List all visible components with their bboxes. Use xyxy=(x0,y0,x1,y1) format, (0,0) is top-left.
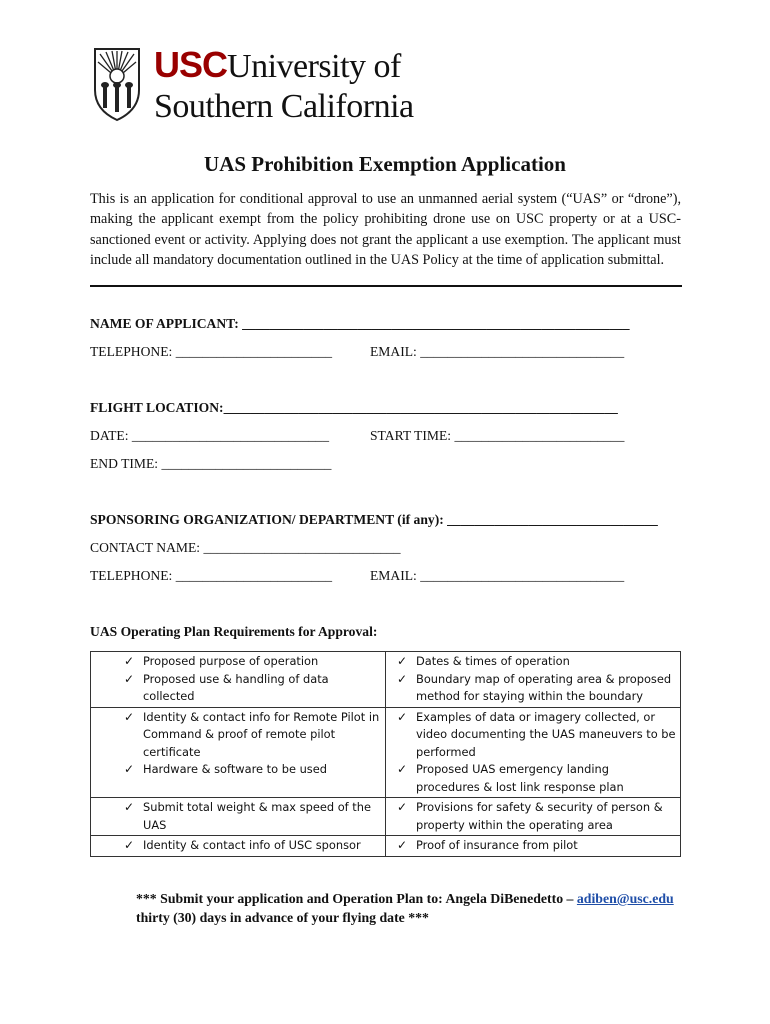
checkmark-icon: ✓ xyxy=(123,654,134,668)
checkmark-icon: ✓ xyxy=(123,671,134,686)
name-of-applicant-field[interactable]: NAME OF APPLICANT: _________________________________________________________ xyxy=(90,316,630,331)
logo-wordmark xyxy=(154,44,414,125)
logo-usc-text: USC xyxy=(154,44,228,85)
checkmark-icon: ✓ xyxy=(396,762,407,776)
requirement-text: Provisions for safety & security of person & property within the operating area xyxy=(416,800,663,832)
list-item xyxy=(91,653,381,671)
list-item xyxy=(386,709,676,762)
contact-email-link[interactable]: adiben@usc.edu xyxy=(576,891,674,906)
requirement-text: Examples of data or imagery collected, or video documenting the UAS maneuvers to be performed xyxy=(416,709,676,759)
requirement-text: Proof of insurance from pilot xyxy=(416,838,578,852)
checkmark-icon: ✓ xyxy=(396,800,407,814)
checkmark-icon: ✓ xyxy=(396,671,407,686)
table-cell xyxy=(91,798,386,836)
requirement-text: Dates & times of operation xyxy=(416,654,570,668)
table-cell xyxy=(91,836,386,857)
telephone-field[interactable]: TELEPHONE: _______________________ xyxy=(90,344,333,359)
submission-note-line2: thirty (30) days in advance of your flying date *** xyxy=(136,910,429,925)
table-row xyxy=(91,836,681,857)
checkmark-icon: ✓ xyxy=(396,838,407,852)
table-row xyxy=(91,707,681,798)
date-field[interactable]: DATE: _____________________________ xyxy=(90,428,330,443)
page-title: UAS Prohibition Exemption Application xyxy=(204,152,566,176)
list-item xyxy=(91,837,381,855)
requirement-text: Proposed use & handling of data collected xyxy=(143,671,329,703)
checkmark-icon: ✓ xyxy=(123,762,134,776)
end-time-field[interactable]: END TIME: _________________________ xyxy=(90,456,332,471)
table-cell xyxy=(91,652,386,708)
requirement-text: Hardware & software to be used xyxy=(143,762,327,776)
list-item xyxy=(386,653,676,671)
flight-location-field[interactable]: FLIGHT LOCATION:__________________________________________________________ xyxy=(90,400,618,415)
checkmark-icon: ✓ xyxy=(123,709,134,724)
sponsor-telephone-field[interactable]: TELEPHONE: _______________________ xyxy=(90,568,333,583)
sponsoring-organization-field[interactable]: SPONSORING ORGANIZATION/ DEPARTMENT (if any): _______________________________ xyxy=(90,512,658,527)
checkmark-icon: ✓ xyxy=(396,709,407,724)
table-row xyxy=(91,652,681,708)
table-cell xyxy=(386,798,681,836)
divider xyxy=(90,285,682,287)
list-item xyxy=(91,761,381,779)
requirement-text: Proposed UAS emergency landing procedures & lost link response plan xyxy=(416,762,624,794)
list-item xyxy=(91,709,381,762)
sponsor-email-field[interactable]: EMAIL: ______________________________ xyxy=(370,568,625,583)
intro-paragraph: This is an application for conditional approval to use an unmanned aerial system (“UAS” or “drone”), making the applicant exempt from the policy prohibiting drone use on USC property or at a USC-sanctioned event or activity. Applying does not grant the applicant a use exemption. The applicant must include all mandatory documentation outlined in the UAS Policy at the time of application submittal. xyxy=(90,191,681,269)
requirement-text: Proposed purpose of operation xyxy=(143,654,319,668)
table-cell xyxy=(386,652,681,708)
list-item xyxy=(386,761,676,796)
requirement-text: Submit total weight & max speed of the UAS xyxy=(143,800,371,832)
list-item xyxy=(91,799,381,834)
contact-name-field[interactable]: CONTACT NAME: _____________________________ xyxy=(90,540,401,555)
requirement-text: Boundary map of operating area & proposed method for staying within the boundary xyxy=(416,671,672,703)
table-row xyxy=(91,798,681,836)
submission-note-line1: *** Submit your application and Operation Plan to: Angela DiBenedetto – xyxy=(136,891,577,906)
table-cell xyxy=(386,707,681,798)
table-cell xyxy=(386,836,681,857)
list-item xyxy=(386,671,676,706)
requirement-text: Identity & contact info of USC sponsor xyxy=(143,838,361,852)
submission-note xyxy=(136,889,674,927)
list-item xyxy=(386,837,676,855)
checkmark-icon: ✓ xyxy=(123,838,134,852)
checkmark-icon: ✓ xyxy=(396,654,407,668)
checkmark-icon: ✓ xyxy=(123,800,134,814)
requirements-heading: UAS Operating Plan Requirements for Approval: xyxy=(90,624,378,639)
logo-university-text: University of xyxy=(227,48,401,85)
requirement-text: Identity & contact info for Remote Pilot in Command & proof of remote pilot certificate xyxy=(143,709,380,759)
table-cell xyxy=(91,707,386,798)
list-item xyxy=(91,671,381,706)
usc-logo xyxy=(92,46,432,126)
email-field[interactable]: EMAIL: ______________________________ xyxy=(370,344,625,359)
list-item xyxy=(386,799,676,834)
logo-line2-text: Southern California xyxy=(154,88,414,125)
usc-seal-icon xyxy=(92,46,142,122)
requirements-table xyxy=(90,651,681,857)
start-time-field[interactable]: START TIME: _________________________ xyxy=(370,428,625,443)
